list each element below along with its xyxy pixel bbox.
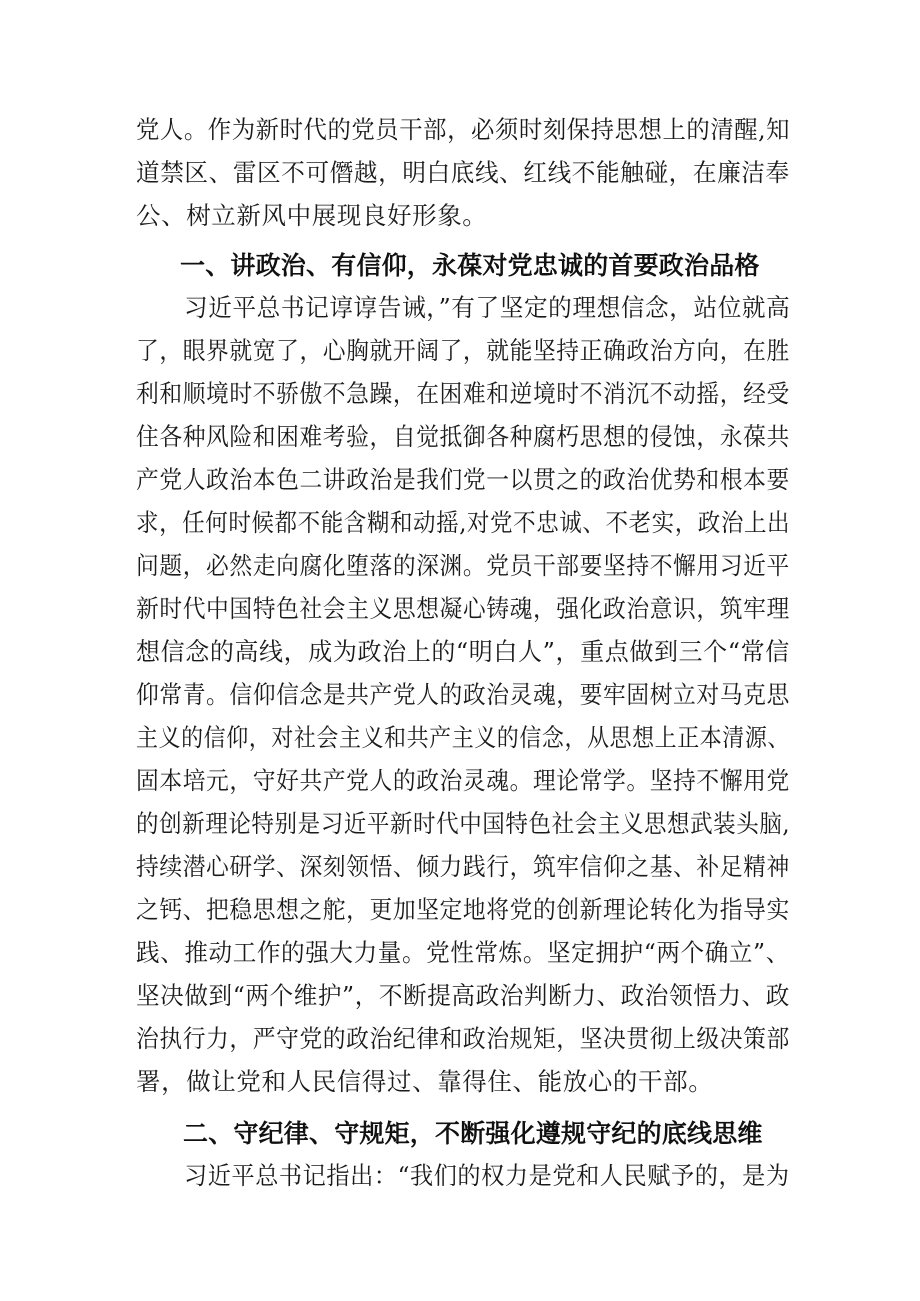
section-heading-1: 一、讲政治、有信仰，永葆对党忠诚的首要政治品格 — [180, 251, 760, 280]
paragraph-line: 新时代中国特色社会主义思想凝心铸魂，强化政治意识，筑牢理 — [136, 594, 790, 623]
paragraph-line: 固本培元，守好共产党人的政治灵魂。理论常学。坚持不懈用党 — [136, 766, 790, 795]
paragraph-line: 利和顺境时不骄傲不急躁，在困难和逆境时不消沉不动摇，经受 — [136, 379, 790, 408]
paragraph-line: 持续潜心研学、深刻领悟、倾力践行，筑牢信仰之基、补足精神 — [136, 852, 790, 881]
paragraph-line: 习近平总书记谆谆告诫，”有了坚定的理想信念，站位就高 — [184, 293, 791, 322]
paragraph-line: 治执行力，严守党的政治纪律和政治规矩，坚决贯彻上级决策部 — [136, 1024, 790, 1053]
paragraph-line: 产党人政治本色二讲政治是我们党一以贯之的政治优势和根本要 — [136, 465, 790, 494]
paragraph-line: 住各种风险和困难考验，自觉抵御各种腐朽思想的侵蚀，永葆共 — [136, 422, 790, 451]
paragraph-line: 想信念的高线，成为政治上的“明白人”，重点做到三个“常信 — [136, 637, 790, 666]
paragraph-line: 主义的信仰，对社会主义和共产主义的信念，从思想上正本清源、 — [136, 723, 790, 752]
paragraph-line: 道禁区、雷区不可僭越，明白底线、红线不能触碰，在廉洁奉 — [136, 158, 790, 187]
paragraph-line: 践、推动工作的强大力量。党性常炼。坚定拥护“两个确立”、 — [136, 938, 790, 967]
paragraph-line: 公、树立新风中展现良好形象。 — [136, 201, 488, 230]
section-heading-2: 二、守纪律、守规矩，不断强化遵规守纪的底线思维 — [183, 1119, 763, 1148]
paragraph-line: 之钙、把稳思想之舵，更加坚定地将党的创新理论转化为指导实 — [136, 895, 790, 924]
paragraph-line: 的创新理论特别是习近平新时代中国特色社会主义思想武装头脑, — [136, 809, 791, 838]
paragraph-line: 署，做让党和人民信得过、靠得住、能放心的干部。 — [136, 1067, 714, 1096]
paragraph-line: 习近平总书记指出：“我们的权力是党和人民赋予的，是为 — [184, 1161, 790, 1190]
paragraph-line: 坚决做到“两个维护”，不断提高政治判断力、政治领悟力、政 — [136, 981, 790, 1010]
paragraph-line: 求，任何时候都不能含糊和动摇,对党不忠诚、不老实，政治上出 — [136, 508, 791, 537]
paragraph-line: 党人。作为新时代的党员干部，必须时刻保持思想上的清醒,知 — [136, 115, 791, 144]
paragraph-line: 问题，必然走向腐化堕落的深渊。党员干部要坚持不懈用习近平 — [136, 551, 790, 580]
paragraph-line: 仰常青。信仰信念是共产党人的政治灵魂，要牢固树立对马克思 — [136, 680, 790, 709]
paragraph-line: 了，眼界就宽了，心胸就开阔了，就能坚持正确政治方向，在胜 — [136, 336, 790, 365]
